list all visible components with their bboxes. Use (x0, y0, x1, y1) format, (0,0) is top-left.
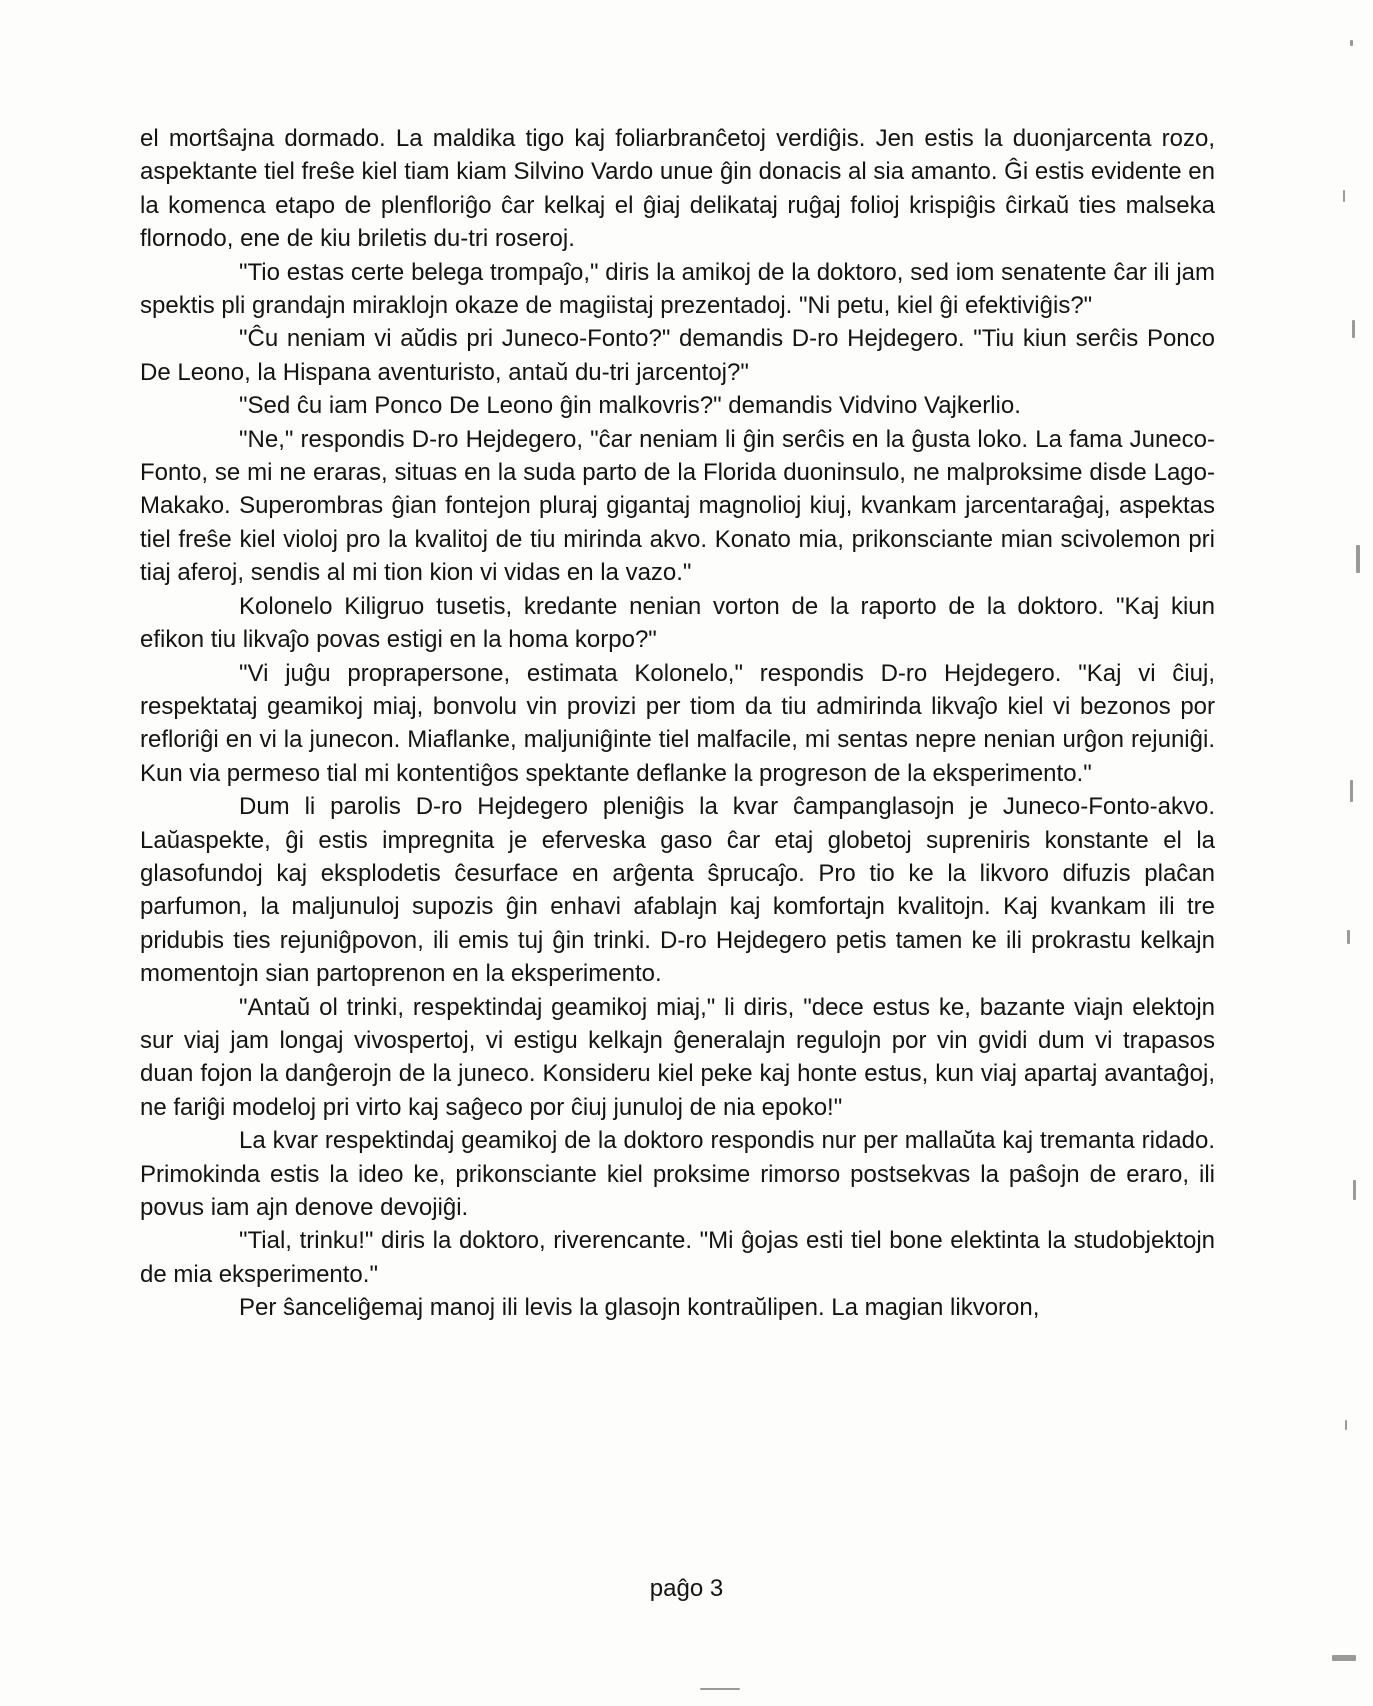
scan-speck (1332, 1655, 1356, 1661)
paragraph-10: La kvar respektindaj geamikoj de la doktoro respondis nur per mallaŭta kaj tremanta ridado. Primokinda estis la ideo ke, prikonsciante kiel proksime rimorso postsekvas la paŝojn de eraro, ili povus iam ajn denove devojiĝi. (140, 1127, 1215, 1221)
scan-speck (1350, 40, 1353, 46)
paragraph-6: Kolonelo Kiligruo tusetis, kredante nenian vorton de la raporto de la doktoro. "Kaj kiun efikon tiu likvaĵo povas estigi en la homa korpo?" (140, 592, 1215, 654)
paragraph-11: "Tial, trinku!" diris la doktoro, riverencante. "Mi ĝojas esti tiel bone elektinta la studobjektojn de mia eksperimento." (140, 1227, 1215, 1288)
scan-speck (1343, 190, 1345, 202)
paragraph-5: "Ne," respondis D-ro Hejdegero, "ĉar neniam li ĝin serĉis en la ĝusta loko. La fama Juneco-Fonto, se mi ne eraras, situas en la suda parto de la Florida duoninsulo, ne malproksime disde Lago-Makako. Superombras ĝian fontejon pluraj gigantaj magnolioj kiuj, kvankam jarcentaraĝaj, aspektas tiel freŝe kiel violoj pro la kvalitoj de tiu mirinda akvo. Konato mia, prikonsciante mian scivolemon pri tiaj aferoj, sendis al mi tion kion vi vidas en la vazo." (140, 425, 1215, 587)
body-text (140, 122, 1215, 1325)
paragraph-3: "Ĉu neniam vi aŭdis pri Juneco-Fonto?" demandis D-ro Hejdegero. "Tiu kiun serĉis Ponco De Leono, la Hispana aventuristo, antaŭ du-tri jarcentoj?" (140, 325, 1215, 386)
paragraph-1: el mortŝajna dormado. La maldika tigo kaj foliarbranĉetoj verdiĝis. Jen estis la duonjarcenta rozo, aspektante tiel freŝe kiel tiam kiam Silvino Vardo unue ĝin donacis al sia amanto. Ĝi estis evidente en la komenca etapo de plenfloriĝo ĉar kelkaj el ĝiaj delikataj ruĝaj folioj krispiĝis ĉirkaŭ ties malseka flornodo, ene de kiu briletis du-tri roseroj. (140, 125, 1215, 253)
scan-speck (1345, 1420, 1347, 1430)
paragraph-4: "Sed ĉu iam Ponco De Leono ĝin malkovris?" demandis Vidvino Vajkerlio. (239, 392, 1021, 420)
paragraph-7: "Vi juĝu proprapersone, estimata Kolonelo," respondis D-ro Hejdegero. "Kaj vi ĉiuj, respektataj geamikoj miaj, bonvolu vin provizi per tiom da tiu admirinda likvaĵo kiel vi bezonos por refloriĝi en vi la junecon. Miaflanke, maljuniĝinte tiel malfacile, mi sentas nepre nenian urĝon rejuniĝi. Kun via permeso tial mi kontentiĝos spektante deflanke la progreson de la eksperimento." (140, 659, 1215, 787)
scan-speck (700, 1688, 740, 1690)
paragraph-12: Per ŝanceliĝemaj manoj ili levis la glasojn kontraŭlipen. La magian likvoron, (239, 1294, 1040, 1322)
scan-speck (1347, 930, 1350, 944)
paragraph-2: "Tio estas certe belega trompaĵo," diris la amikoj de la doktoro, sed iom senatente ĉar ili jam spektis pli grandajn miraklojn okaze de magiistaj prezentadoj. "Ni petu, kiel ĝi efektiviĝis?" (140, 258, 1215, 320)
paragraph-9: "Antaŭ ol trinki, respektindaj geamikoj miaj," li diris, "dece estus ke, bazante viajn elektojn sur viaj jam longaj vivospertoj, vi estigu kelkajn ĝeneralajn regulojn por vin gvidi dum vi trapasos duan fojon la danĝerojn de la juneco. Konsideru kiel peke kaj honte estus, kun viaj apartaj avantaĝoj, ne fariĝi modeloj pri virto kaj saĝeco por ĉiuj junuloj de nia epoko!" (140, 993, 1215, 1121)
scan-speck (1350, 780, 1353, 802)
page-number: paĝo 3 (649, 1575, 724, 1602)
scan-speck (1356, 545, 1360, 573)
scan-speck (1352, 320, 1355, 338)
paragraph-8: Dum li parolis D-ro Hejdegero pleniĝis la kvar ĉampanglasojn je Juneco-Fonto-akvo. Laŭaspekte, ĝi estis impregnita je eferveska gaso ĉar etaj globetoj supreniris konstante el la glasofundoj kaj eksplodetis ĉesurface en arĝenta ŝprucaĵo. Pro tio ke la likvoro difuzis plaĉan parfumon, la maljunuloj supozis ĝin enhavi afablajn kaj komfortajn kvalitojn. Kaj kvankam ili tre pridubis ties rejuniĝpovon, ili emis tuj ĝin trinki. D-ro Hejdegero petis tamen ke ili prokrastu kelkajn momentojn sian partoprenon en la eksperimento. (140, 793, 1215, 988)
scan-speck (1353, 1180, 1356, 1200)
